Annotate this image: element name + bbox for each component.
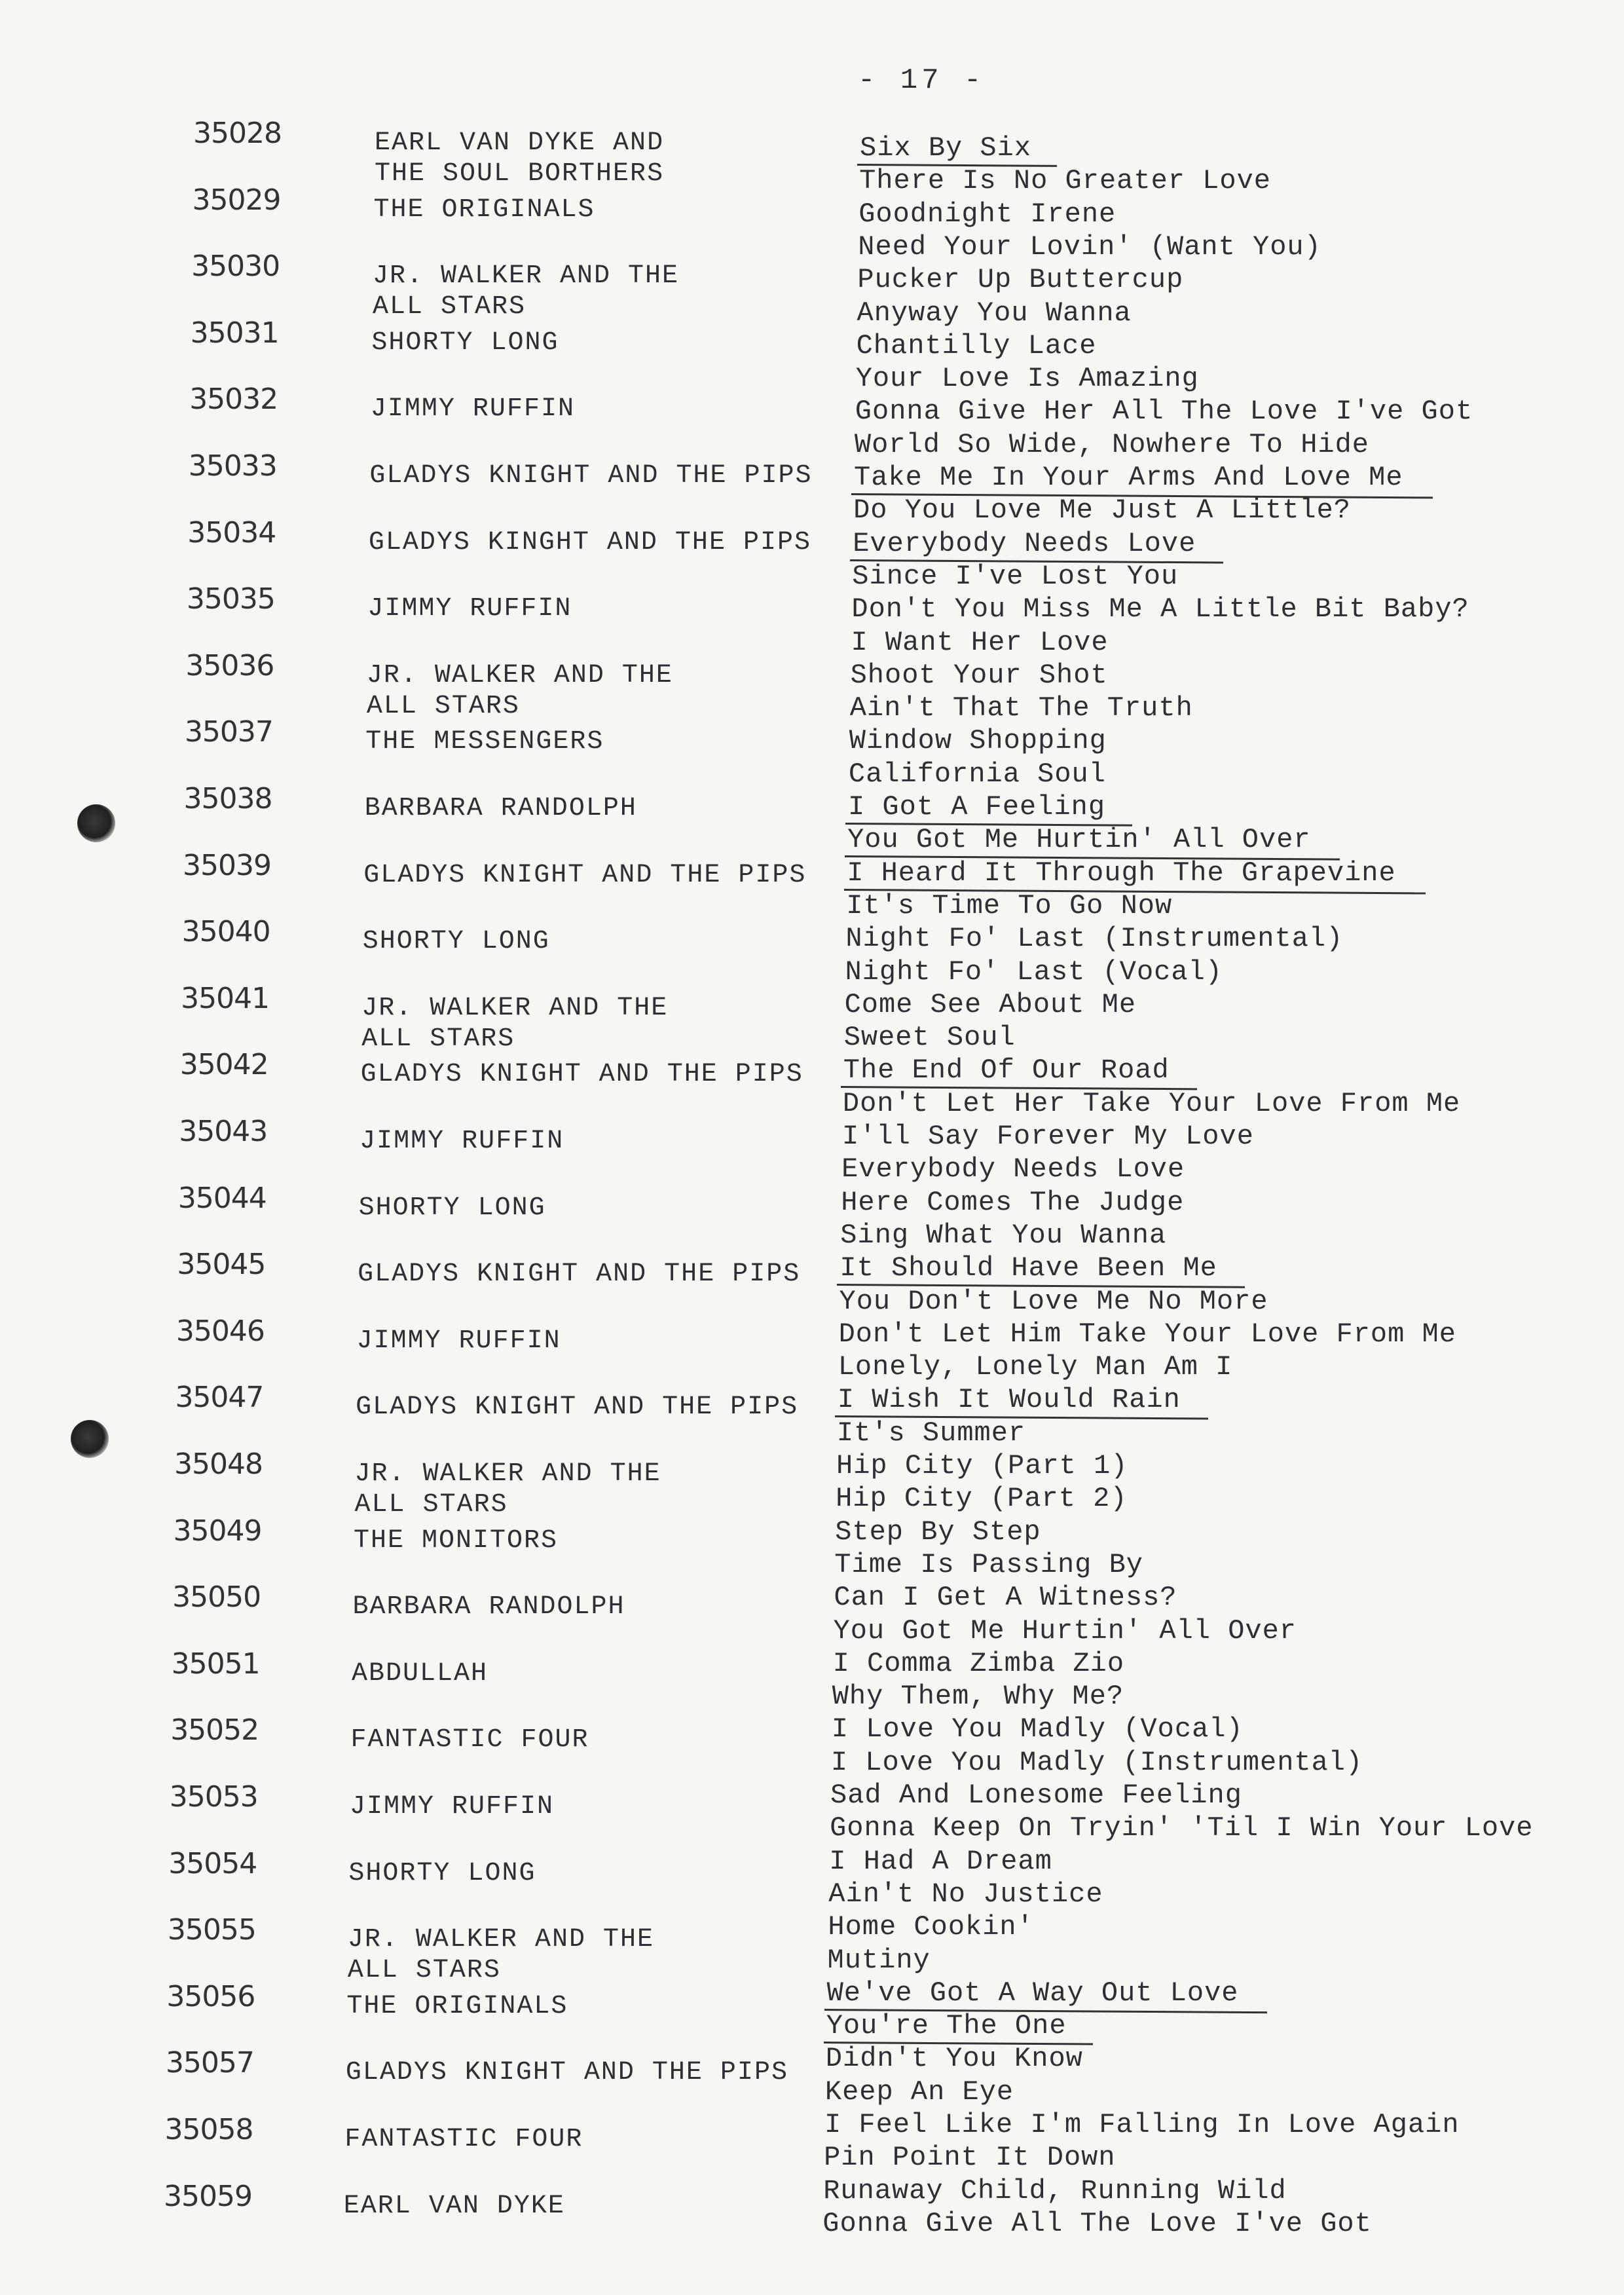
song-title: Anyway You Wanna [857,297,1132,329]
artist-name: GLADYS KNIGHT AND THE PIPS [345,2058,788,2088]
song-title: Night Fo' Last (Vocal) [845,956,1223,988]
catalog-number: 35051 [171,1647,260,1681]
punch-hole-top [77,804,115,842]
song-title: I Got A Feeling [848,791,1106,823]
song-title: I Wish It Would Rain [837,1384,1181,1416]
song-title: Didn't You Know [825,2043,1083,2075]
catalog-number: 35039 [183,848,272,882]
song-title: It's Summer [836,1417,1026,1449]
song-title: You Don't Love Me No More [839,1285,1268,1317]
artist-name: GLADYS KNIGHT AND THE PIPS [369,461,813,491]
artist-name: ALL STARS [354,1490,508,1520]
artist-name: JR. WALKER AND THE [354,1459,661,1489]
song-title: Do You Love Me Just A Little? [853,494,1352,527]
song-title: Since I've Lost You [852,560,1179,592]
catalog-number: 35043 [179,1115,268,1148]
song-title: Don't Let Him Take Your Love From Me [838,1318,1456,1350]
catalog-number: 35040 [181,915,270,949]
song-title: Come See About Me [844,988,1137,1020]
artist-name: GLADYS KNIGHT AND THE PIPS [363,860,807,890]
catalog-number: 35054 [168,1846,257,1880]
song-title: Hip City (Part 2) [836,1483,1128,1515]
song-title: Sweet Soul [843,1022,1016,1054]
catalog-number: 35049 [173,1514,262,1548]
catalog-number: 35055 [167,1913,256,1947]
page-number: - 17 - [858,64,986,97]
artist-name: SHORTY LONG [358,1193,546,1223]
song-title: Don't Let Her Take Your Love From Me [842,1087,1461,1119]
artist-name: THE ORIGINALS [373,195,595,225]
catalog-number: 35053 [169,1780,258,1814]
song-title: We've Got A Way Out Love [826,1977,1239,2009]
song-title: I Love You Madly (Instrumental) [830,1746,1363,1778]
song-title: You're The One [826,2010,1067,2042]
artist-name: JIMMY RUFFIN [360,1127,564,1156]
song-title: I'll Say Forever My Love [842,1121,1254,1152]
song-title: Chantilly Lace [856,329,1097,362]
artist-name: EARL VAN DYKE [343,2191,565,2221]
catalog-number: 35041 [181,981,270,1015]
song-title: Keep An Eye [824,2076,1014,2108]
song-title: Lonely, Lonely Man Am I [838,1351,1233,1383]
artist-name: BARBARA RANDOLPH [352,1592,625,1622]
artist-name: SHORTY LONG [371,327,559,358]
song-title: Why Them, Why Me? [832,1681,1124,1713]
artist-name: ALL STARS [347,1956,501,1986]
artist-name: THE MONITORS [354,1525,559,1556]
song-title: There Is No Greater Love [859,165,1271,197]
artist-name: JIMMY RUFFIN [370,394,575,424]
catalog-number: 35034 [187,515,276,550]
artist-name: ALL STARS [366,691,520,721]
catalog-number: 35035 [186,582,275,616]
artist-name: JR. WALKER AND THE [372,261,680,291]
artist-name: JIMMY RUFFIN [349,1792,554,1821]
song-title: Pin Point It Down [824,2142,1116,2174]
song-title: Goodnight Irene [858,198,1116,230]
song-title: Gonna Give All The Love I've Got [822,2207,1372,2239]
song-title: Everybody Needs Love [841,1153,1185,1185]
catalog-number: 35047 [175,1381,264,1415]
artist-name: ABDULLAH [351,1658,488,1689]
song-title: You Got Me Hurtin' All Over [847,824,1311,856]
song-title: Pucker Up Buttercup [857,264,1184,296]
catalog-number: 35056 [166,1979,255,2013]
song-title: Gonna Give Her All The Love I've Got [855,396,1473,428]
catalog-number: 35031 [190,316,279,350]
artist-name: JR. WALKER AND THE [361,993,669,1023]
artist-name: GLADYS KNIGHT AND THE PIPS [358,1259,801,1290]
song-title: Ain't No Justice [828,1878,1103,1910]
catalog-number: 35052 [170,1713,259,1747]
song-title: Don't You Miss Me A Little Bit Baby? [851,593,1469,625]
song-title: Mutiny [827,1944,931,1976]
song-title: You Got Me Hurtin' All Over [833,1614,1297,1647]
catalog-number: 35029 [192,183,281,217]
song-title: Home Cookin' [828,1911,1034,1943]
song-title: Gonna Keep On Tryin' 'Til I Win Your Love [830,1812,1534,1844]
artist-name: GLADYS KINGHT AND THE PIPS [368,527,811,557]
song-title: I Want Her Love [851,626,1109,658]
song-title: Sing What You Wanna [840,1219,1167,1251]
song-title: Step By Step [835,1516,1041,1548]
artist-name: THE SOUL BORTHERS [375,159,665,189]
song-title: Window Shopping [849,725,1107,757]
catalog-number: 35030 [191,250,280,284]
artist-name: JIMMY RUFFIN [356,1326,561,1356]
artist-name: ALL STARS [372,292,526,322]
catalog-number: 35032 [189,382,278,417]
song-title: I Had A Dream [829,1845,1052,1877]
catalog-number: 35046 [175,1314,265,1348]
artist-name: FANTASTIC FOUR [344,2125,583,2154]
catalog-number: 35057 [165,2046,254,2080]
catalog-number: 35036 [185,648,274,682]
song-title: Here Comes The Judge [841,1186,1185,1218]
song-title: Six By Six [860,132,1032,164]
song-title: Shoot Your Shot [850,659,1108,691]
artist-name: JIMMY RUFFIN [367,594,572,624]
catalog-number: 35042 [179,1048,268,1082]
song-title: I Love You Madly (Vocal) [831,1713,1244,1745]
catalog-number: 35050 [172,1580,261,1614]
song-title: Can I Get A Witness? [834,1582,1177,1614]
song-title: I Comma Zimba Zio [832,1647,1125,1679]
song-title: Everybody Needs Love [853,527,1196,559]
song-title: It Should Have Been Me [840,1252,1217,1284]
catalog-number: 35038 [183,782,272,815]
artist-name: GLADYS KNIGHT AND THE PIPS [356,1392,799,1423]
punch-hole-bottom [71,1420,109,1458]
artist-name: SHORTY LONG [348,1858,536,1888]
catalog-number: 35037 [184,715,273,749]
song-title: Your Love Is Amazing [855,363,1199,395]
song-title: Time Is Passing By [834,1548,1143,1580]
song-title: Take Me In Your Arms And Love Me [854,462,1403,493]
catalog-number: 35048 [174,1447,263,1481]
catalog-number: 35045 [177,1248,266,1282]
song-title: World So Wide, Nowhere To Hide [854,428,1370,460]
song-title: The End Of Our Road [843,1054,1170,1087]
song-title: Runaway Child, Running Wild [823,2174,1287,2207]
artist-name: BARBARA RANDOLPH [364,794,637,823]
song-title: It's Time To Go Now [846,889,1173,922]
song-title: Ain't That The Truth [849,692,1193,724]
catalog-number: 35033 [188,449,277,483]
song-title: California Soul [848,758,1106,790]
artist-name: JR. WALKER AND THE [366,660,673,690]
catalog-number: 35044 [177,1181,267,1215]
song-title: I Feel Like I'm Falling In Love Again [824,2109,1460,2140]
artist-name: THE ORIGINALS [346,1991,568,2021]
artist-name: FANTASTIC FOUR [350,1725,589,1755]
artist-name: EARL VAN DYKE AND [375,128,665,158]
song-title: I Heard It Through The Grapevine [847,857,1396,889]
artist-name: SHORTY LONG [362,927,550,957]
song-title: Hip City (Part 1) [836,1450,1128,1482]
song-title: Sad And Lonesome Feeling [830,1780,1242,1811]
artist-name: THE MESSENGERS [365,727,604,757]
artist-name: GLADYS KNIGHT AND THE PIPS [360,1060,803,1090]
song-title: Need Your Lovin' (Want You) [858,231,1321,263]
catalog-number: 35028 [193,117,282,150]
song-title: Night Fo' Last (Instrumental) [845,923,1344,955]
artist-name: ALL STARS [361,1024,515,1054]
catalog-number: 35059 [164,2179,253,2213]
catalog-number: 35058 [164,2113,253,2146]
artist-name: JR. WALKER AND THE [347,1925,654,1955]
